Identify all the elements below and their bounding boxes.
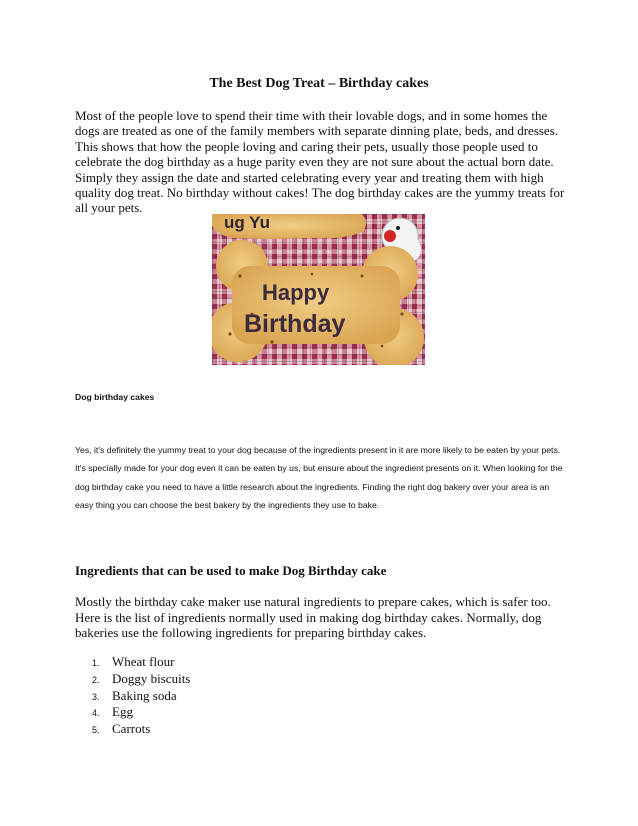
list-item-text: Baking soda [112, 687, 177, 703]
list-item [92, 671, 190, 688]
paragraph-3: Mostly the birthday cake maker use natural ingredients to prepare cakes, which is safer too. Here is the list of ingredients normally used in making dog birthday cakes. Normally, dog bakeries use the following ingredients for preparing birthday cakes. [75, 594, 551, 641]
list-item-text: Carrots [112, 721, 151, 737]
cookie-text-happy: Happy [262, 280, 330, 305]
list-item-number: 3. [92, 691, 100, 702]
list-item [92, 704, 190, 721]
dog-birthday-cake-photo [212, 214, 425, 365]
list-item-number: 5. [92, 725, 100, 736]
intro-paragraph: Most of the people love to spend their time with their lovable dogs, and in some homes the dogs are treated as one of the family members with separate dinning plate, beds, and dresses. This shows that how the people loving and caring their pets, usually those people used to celebrate the dog birthday as a huge parity even they are not sure about the actual born date. Simply they assign the date and started celebrating every year and treating them with high quality dog treat. No birthday without cakes! The dog birthday cakes are the yummy treats for all your pets. [75, 108, 565, 216]
ingredients-list [92, 654, 190, 738]
document-title: The Best Dog Treat – Birthday cakes [209, 76, 429, 91]
list-item-number: 4. [92, 708, 100, 719]
list-item [92, 721, 190, 738]
list-item-text: Doggy biscuits [112, 670, 191, 686]
list-item-text: Egg [112, 704, 133, 720]
list-item-text: Wheat flour [112, 654, 175, 669]
paragraph-2: Yes, it's definitely the yummy treat to your dog because of the ingredients present in it are more likely to be eaten by your pets. It's specially made for your dog even it can be eaten by us, but ensure about the ingredient presents on it. When looking for the dog birthday cake you need to have a little research about the ingredients. Finding the right dog bakery over your area is an easy thing you can choose the best bakery by the ingredients they use to bake. [75, 445, 563, 511]
list-item [92, 654, 190, 671]
section-heading: Ingredients that can be used to make Dog Birthday cake [75, 563, 387, 578]
top-cookie-text: ug Yu [224, 214, 270, 232]
list-item-number: 1. [92, 658, 100, 668]
list-item [92, 688, 190, 705]
image-caption: Dog birthday cakes [75, 392, 155, 402]
cookie-text-birthday: Birthday [244, 310, 346, 338]
top-bone-cookie [212, 214, 366, 239]
list-item-number: 2. [92, 674, 100, 685]
